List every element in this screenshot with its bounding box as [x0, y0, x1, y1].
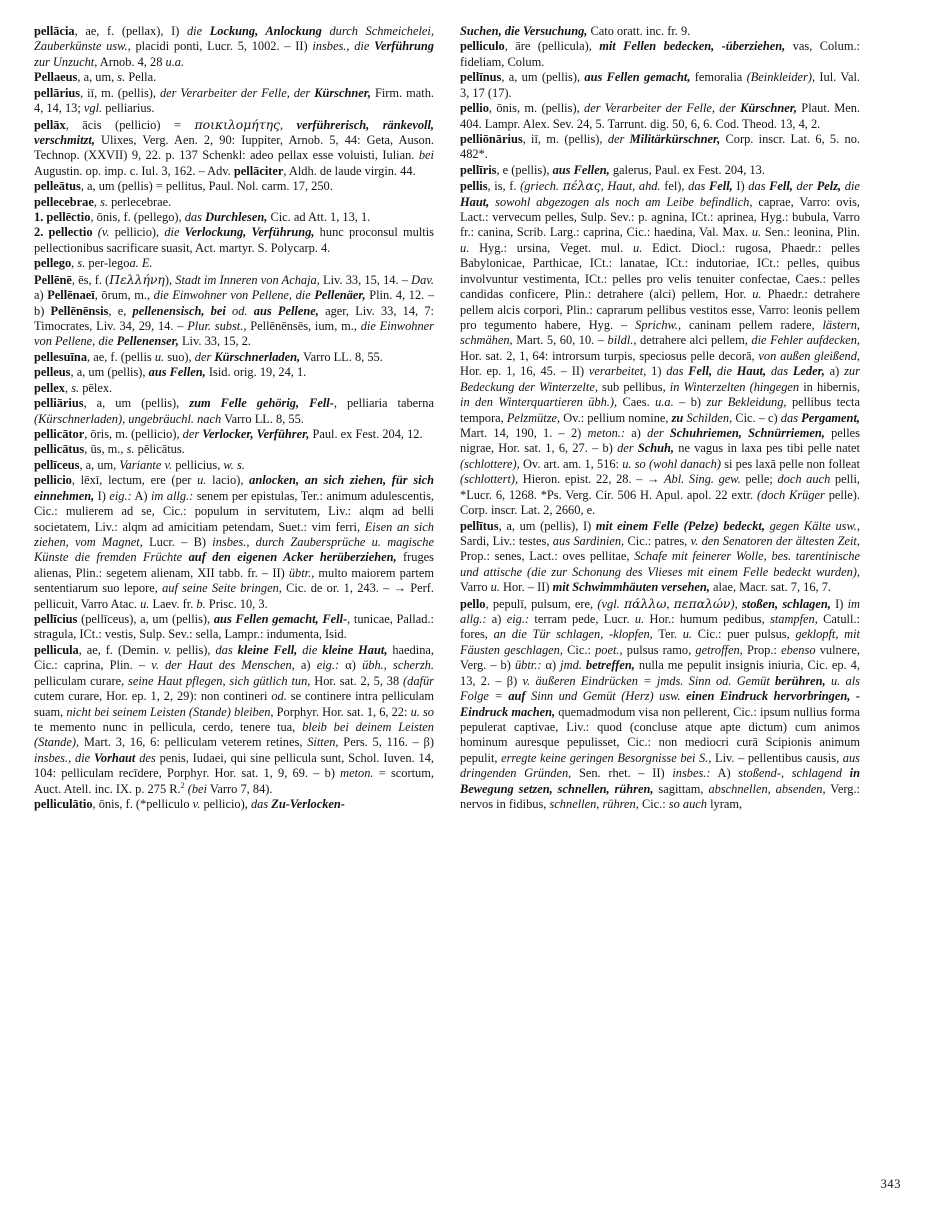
dictionary-entry: pellācia, ae, f. (pellax), I) die Lockung, Anlockung durch Schmeichelei, Zauberkünste usw., placidi ponti, Lucr. 5, 1002. – II) insbes., die Verführung zur Unzucht, Arnob. 4, 28 u.a. [34, 24, 434, 69]
dictionary-entry: pellārius, iī, m. (pellis), der Verarbeiter der Felle, der Kürschner, Firm. math. 4, 14, 13; vgl. pelliarius. [34, 85, 434, 116]
dictionary-entry: pellīcius (pellīceus), a, um (pellis), aus Fellen gemacht, Fell-, tunicae, Pallad.: stragula, ICt.: vestis, Sulp. Sev.: sella, Lampr.: indumenta, Isid. [34, 612, 434, 642]
left-text-column [34, 24, 434, 1174]
dictionary-entry: pellego, s. per-legoa. E. [34, 256, 153, 271]
dictionary-entry: pellecebrae, s. perlecebrae. [34, 194, 172, 209]
dictionary-entry: pellītus, a, um (pellis), I) mit einem Felle (Pelze) bedeckt, gegen Kälte usw., Sardi, Liv.: testes, aus Sardinien, Cic.: patres, v. den Senatoren der ältesten Zeit, Prop.: senes, Lact.: oves pellitae, Schafe mit feinerer Wolle, bes. tarentinische und attische (die zur Schonung des Vlieses mit einem Felle bedeckt wurden), Varro u. Hor. – II) mit Schwimmhäuten versehen, alae, Macr. sat. 7, 16, 7. [460, 518, 861, 595]
dictionary-entry: pellāx, ācis (pellicio) = ποικιλομήτης, verführerisch, ränkevoll, verschmitzt, Ulixes, Verg. Aen. 2, 90: Iuppiter, Arnob. 5, 44: Geta, Auson. Technop. (XXVII) 9, 22. p. 137 Schenkl: adeo pellax esse voluisti, Iulian. bei Augustin. op. imp. c. Iul. 3, 162. – Adv. pellāciter, Aldh. de laude virgin. 44. [34, 116, 434, 178]
dictionary-entry: pelleus, a, um (pellis), aus Fellen, Isid. orig. 19, 24, 1. [34, 365, 307, 380]
dictionary-entry: pellīceus, a, um, Variante v. pellicius, w. s. [34, 457, 245, 472]
dictionary-entry: 1. pellēctio, ōnis, f. (pellego), das Durchlesen, Cic. ad Att. 1, 13, 1. [34, 210, 371, 225]
dictionary-entry: pelleātus, a, um (pellis) = pellitus, Paul. Nol. carm. 17, 250. [34, 179, 333, 194]
dictionary-entry: pello, pepulī, pulsum, ere, (vgl. πάλλω, πεπαλών), stoßen, schlagen, I) im allg.: a) eig.: terram pede, Lucr. u. Hor.: humum pedibus, stampfen, Catull.: fores, an die Tür schlagen, -klopfen, Ter. u. Cic.: puer pulsus, geklopft, mit Fäusten geschlagen, Cic.: poet., pulsus ramo, getroffen, Prop.: ebenso vulnere, Verg. – b) übtr.: α) jmd. betreffen, nulla me pepulit insignis iniuria, Cic. ep. 4, 13, 2. – β) v. äußeren Eindrücken = jmds. Sinn od. Gemüt berühren, u. als Folge = auf Sinn und Gemüt (Herz) usw. einen Eindruck hervorbringen, -Eindruck machen, quemadmodum visa non pellerent, Cic.: ipsum nullius forma pepulerat captivae, Liv.: quod (concluse atque apte dictum) cum animos hominum auresque pepulisset, Cic.: non mediocri curā Scipionis animum pepulit, erregte keine geringen Besorgnisse bei S., Liv. – pellentibus causis, aus dringenden Gründen, Sen. rhet. – II) insbes.: A) stoßend-, schlagend in Bewegung setzen, schnellen, rühren, sagittam, abschnellen, absenden, Verg.: nervos in fidibus, schnellen, rühren, Cic.: so auch lyram, [460, 595, 861, 812]
dictionary-entry: pellio, ōnis, m. (pellis), der Verarbeiter der Felle, der Kürschner, Plaut. Men. 404. Lampr. Alex. Sev. 24, 5. Tarrunt. dig. 50, 6, 6. Cod. Theod. 13, 4, 2. [460, 101, 861, 131]
right-text-column [460, 24, 860, 1174]
dictionary-entry: pellīnus, a, um (pellis), aus Fellen gemacht, femoralia (Beinkleider), Iul. Val. 3, 17 (17). [460, 70, 860, 100]
dictionary-entry: pellicātus, ūs, m., s. pēlicātus. [34, 442, 185, 457]
dictionary-entry: pellex, s. pēlex. [34, 380, 113, 395]
dictionary-entry: pellicio, lēxī, lectum, ere (per u. lacio), anlocken, an sich ziehen, für sich einnehmen, I) eig.: A) im allg.: senem per epistulas, Ter.: animum adulescentis, Cic.: mulierem ad se, Cic.: populum in servitutem, Liv.: alqm ad belli societatem, Liv.: alqm ad amicitiam petendam, Suet.: vim ferri, Eisen an sich ziehen, vom Magnet, Lucr. – B) insbes., durch Zaubersprüche u. magische Künste die fremden Früchte auf den eigenen Acker herüberziehen, fruges alienas, Plin.: segetem alienam, XII tabb. fr. – II) übtr., multo maiorem partem sententiarum suo lepore, auf seine Seite bringen, Cic. de or. 1, 243. – → Perf. pellicuit, Varro Atac. u. Laev. fr. b. Prisc. 10, 3. [34, 473, 435, 611]
two-column-text-body [34, 24, 901, 1174]
dictionary-entry: pellicātor, ōris, m. (pellicio), der Verlocker, Verführer, Paul. ex Fest. 204, 12. [34, 426, 423, 441]
page-number: 343 [880, 1177, 901, 1191]
dictionary-entry: pellicula, ae, f. (Demin. v. pellis), das kleine Fell, die kleine Haut, haedina, Cic.: caprina, Plin. – v. der Haut des Menschen, a) eig.: α) übh., scherzh. pelliculam curare, seine Haut pflegen, sich gütlich tun, Hor. sat. 2, 5, 38 (dafür cutem curare, Hor. ep. 1, 2, 29): non contineri od. se continere intra pelliculam suam, nicht bei seinem Leisten (Stande) bleiben, Porphyr. Hor. sat. 1, 6, 22: u. so te memento nunc in pellicula, cerdo, tenere tua, bleib bei deinem Leisten (Stande), Mart. 3, 16, 6: pelliculam veterem retines, Sitten, Pers. 5, 116. – β) insbes., die Vorhaut des penis, Iudaei, qui sine pellicula sunt, Schol. Iuven. 14, 104: pelliculam recīdere, Porphyr. Hor. sat. 1, 9, 69. – b) meton. = scortum, Auct. Atell. inc. IX. p. 275 R.$^2$ (bei Varro 7, 84). [34, 642, 435, 796]
entry-continuation: Suchen, die Versuchung, Cato oratt. inc. fr. 9. [460, 24, 691, 38]
dictionary-entry: pelliculātio, ōnis, f. (*pelliculo v. pellicio), das Zu-Verlocken- [34, 797, 345, 812]
dictionary-entry: pellīris, e (pellis), aus Fellen, galerus, Paul. ex Fest. 204, 13. [460, 162, 765, 177]
dictionary-entry: pelliculo, āre (pellicula), mit Fellen bedecken, -überziehen, vas, Colum.: fideliam, Colum. [460, 39, 860, 69]
dictionary-entry: Pellēnē, ēs, f. (Πελλήνη), Stadt im Inneren von Achaja, Liv. 33, 15, 14. – Dav. a) Pellēnaeī, ōrum, m., die Einwohner von Pellene, die Pellenäer, Plin. 4, 12. – b) Pellēnēnsis, e, pellenensisch, bei od. aus Pellene, ager, Liv. 33, 14, 7: Timocrates, Liv. 34, 29, 14. – Plur. subst., Pellēnēnsēs, ium, m., die Einwohner von Pellene, die Pellenenser, Liv. 33, 15, 2. [34, 271, 435, 349]
dictionary-entry: pelliārius, a, um (pellis), zum Felle gehörig, Fell-, pelliaria taberna (Kürschnerladen), ungebräuchl. nach Varro LL. 8, 55. [34, 396, 434, 426]
dictionary-entry: Pellaeus, a, um, s. Pella. [34, 70, 157, 85]
dictionary-entry: pelliōnārius, iī, m. (pellis), der Militärkürschner, Corp. inscr. Lat. 6, 5. no. 482*. [460, 131, 860, 162]
dictionary-entry: pellesuīna, ae, f. (pellis u. suo), der Kürschnerladen, Varro LL. 8, 55. [34, 349, 383, 364]
dictionary-entry: 2. pellectio (v. pellicio), die Verlockung, Verführung, hunc proconsul multis pellectionibus sacrificare suasit, Act. martyr. S. Polycarp. 4. [34, 225, 434, 255]
dictionary-entry: pellis, is, f. (griech. πέλας, Haut, ahd. fel), das Fell, I) das Fell, der Pelz, die Haut, sowohl abgezogen als noch am Leibe befindlich, caprae, Varro: ovis, Lact.: vervecum pelles, Sulp. Sev.: p. agnina, ICt.: aprinea, Hyg.: bubula, Varro fr.: canina, Scrib. Larg.: caprina, Cic.: haedina, Val. Max. u. Sen.: leonina, Plin. u. Hyg.: ursina, Veget. mul. u. Edict. Diocl.: rugosa, Phaedr.: pelles Babylonicae, Parthicae, ICt.: lanatae, ICt.: indutoriae, ICt.: pelles, quibus involvuntur vestimenta, ICt.: pelles pro velis tenuiter confectae, Caes.: pelles candidas conficere, Plin.: detrahere (alci) pellem, Hor. u. Phaedr.: detrahere pellem alcis corpori, Plin.: caprarum pellibus vestitos esse, Varro: leonis pellem pro tegumento habere, Hyg. – Sprichw., caninam pellem radere, lästern, schmähen, Mart. 5, 60, 10. – bildl., detrahere alci pellem, die Fehler aufdecken, Hor. sat. 2, 1, 64: introrsum turpis, speciosus pelle decorā, von außen gleißend, Hor. ep. 1, 16, 45. – II) verarbeitet, 1) das Fell, die Haut, das Leder, a) zur Bedeckung der Winterzelte, sub pellibus, in Winterzelten (hingegen in hibernis, in den Winterquartieren übh.), Caes. u.a. – b) zur Bekleidung, pellibus tecta tempora, Pelzmütze, Ov.: pellium nomine, zu Schilden, Cic. – c) das Pergament, Mart. 14, 190, 1. – 2) meton.: a) der Schuhriemen, Schnürriemen, pelles nigrae, Hor. sat. 1, 6, 27. – b) der Schuh, ne vagus in laxa pes tibi pelle natet (schlottere), Ov. art. am. 1, 516: u. so (wohl danach) si pes laxā pelle non folleat (schlottert), Hieron. epist. 22, 28. – → Abl. Sing. gew. pelle; doch auch pelli, *Lucr. 6, 1268. *Ps. Verg. Cir. 506 H. Apul. apol. 22 extr. (doch Krüger pelle). Corp. inscr. Lat. 2, 2660, e. [460, 178, 861, 518]
